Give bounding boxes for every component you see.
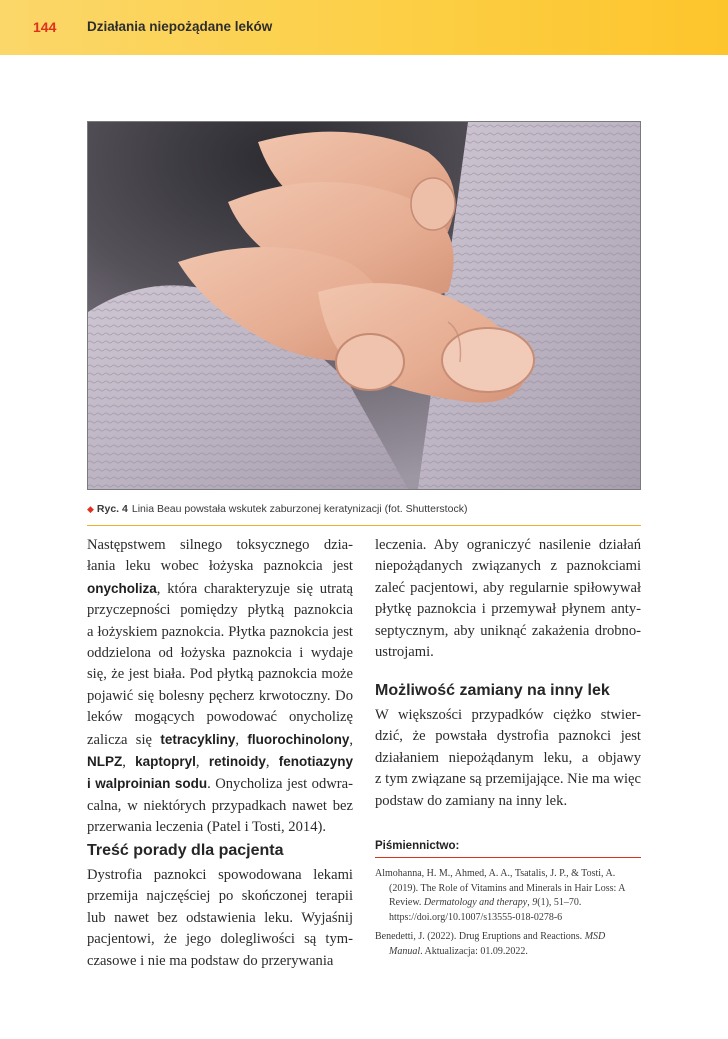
right-column-para2 xyxy=(375,705,641,812)
text-line: leczenia. Aby ograniczyć nasilenie działań xyxy=(375,537,641,553)
left-column-para2 xyxy=(87,865,353,972)
text-line: podstaw do zamiany na inny lek. xyxy=(375,792,568,809)
text-line: przerwania leczenia (Patel i Tosti, 2014). xyxy=(87,819,327,836)
figure-caption-text: Linia Beau powstała wskutek zaburzonej keratynizacji (fot. Shutterstock) xyxy=(131,503,468,515)
references-heading: Piśmiennictwo: xyxy=(375,840,460,852)
text-line: NLPZ, kaptopryl, retinoidy, fenotiazyny xyxy=(87,754,354,771)
figure-photo xyxy=(87,121,641,490)
right-column-para1 xyxy=(375,535,641,663)
reference-item: Benedetti, J. (2022). Drug Eruptions and Reactions. MSD Manual. Aktualizacja: 01.09.2022. xyxy=(375,931,606,957)
paragraph-patient-advice xyxy=(87,865,353,972)
text-line: niepożądanych związanych z paznokciami xyxy=(375,558,641,575)
text-line: zaleć pacjentowi, aby regularnie spiłowywał xyxy=(375,579,641,596)
text-line: ustrojami. xyxy=(375,644,434,661)
references-list xyxy=(375,867,641,965)
text-line: się, że jest biała. Pod płytką paznokcia może xyxy=(87,666,353,683)
running-title: Działania niepożądane leków xyxy=(87,19,273,34)
caption-divider xyxy=(87,525,641,526)
text-line: zalicza się tetracykliny, fluorochinolony, xyxy=(87,731,353,748)
paragraph-treatment xyxy=(375,535,641,663)
figure-caption xyxy=(87,503,647,515)
text-line: z tym związane są przemijające. Nie ma więc xyxy=(375,771,641,788)
section-heading-drug-switch: Możliwość zamiany na inny lek xyxy=(375,682,610,699)
bullet-diamond-icon: ◆ xyxy=(87,504,94,514)
figure-label: Ryc. 4 xyxy=(96,503,128,515)
paragraph-drug-switch xyxy=(375,705,641,812)
text-line: łania leku wobec łożyska paznokcia jest xyxy=(87,558,353,575)
section-heading-patient-advice: Treść porady dla pacjenta xyxy=(87,842,284,859)
text-line: dzić, że powstała dystrofia paznokci jest xyxy=(375,728,641,745)
text-line: W większości przypadków ciężko stwier- xyxy=(375,707,641,723)
text-line: onycholiza, która charakteryzuje się utratą xyxy=(87,580,353,597)
text-line: czasowe i nie ma podstaw do przerywania xyxy=(87,952,334,969)
text-line: przyczepności pomiędzy płytką paznokcia xyxy=(87,602,353,619)
text-line: septycznym, aby uniknąć zakażenia drobno- xyxy=(375,622,641,639)
text-line: lub nawet bez odstawienia leku. Wyjaśnij xyxy=(87,909,353,926)
text-line: oddzielona od łożyska paznokcia i wydaje xyxy=(87,645,353,662)
left-column-para1 xyxy=(87,535,353,839)
text-line: calna, w niektórych przypadkach nawet bez xyxy=(87,797,353,814)
text-line: przemija najczęściej po skończonej terapii xyxy=(87,888,353,905)
text-line: działaniem niepożądanym leku, a objawy xyxy=(375,749,641,766)
text-line: a łożyskiem paznokcia. Płytka paznokcia jest xyxy=(87,623,353,640)
reference-item: Almohanna, H. M., Ahmed, A. A., Tsatalis, J. P., & Tosti, A. (2019). The Role of Vitamins and Minerals in Hair Loss: A Review. Dermatology and therapy, 9(1), 51–70. https://doi.org/10.1007/s13555-018-0278-6 xyxy=(375,868,625,923)
paragraph-onycholysis xyxy=(87,535,353,839)
text-line: Następstwem silnego toksycznego dzia- xyxy=(87,537,353,553)
text-line: pojawić się bolesny pęcherz krwotoczny. Do xyxy=(87,687,353,704)
text-line: Dystrofia paznokci spowodowana lekami xyxy=(87,867,353,883)
text-line: leków mogących powodować onycholizę xyxy=(87,709,353,726)
text-line: płytkę paznokcia i przemywał płynem anty- xyxy=(375,601,641,618)
text-line: pacjentowi, że jego dolegliwości są tym- xyxy=(87,931,353,948)
text-line: i walproinian sodu. Onycholiza jest odwra- xyxy=(87,776,353,793)
page-number: 144 xyxy=(33,19,57,35)
references-divider xyxy=(375,857,641,858)
